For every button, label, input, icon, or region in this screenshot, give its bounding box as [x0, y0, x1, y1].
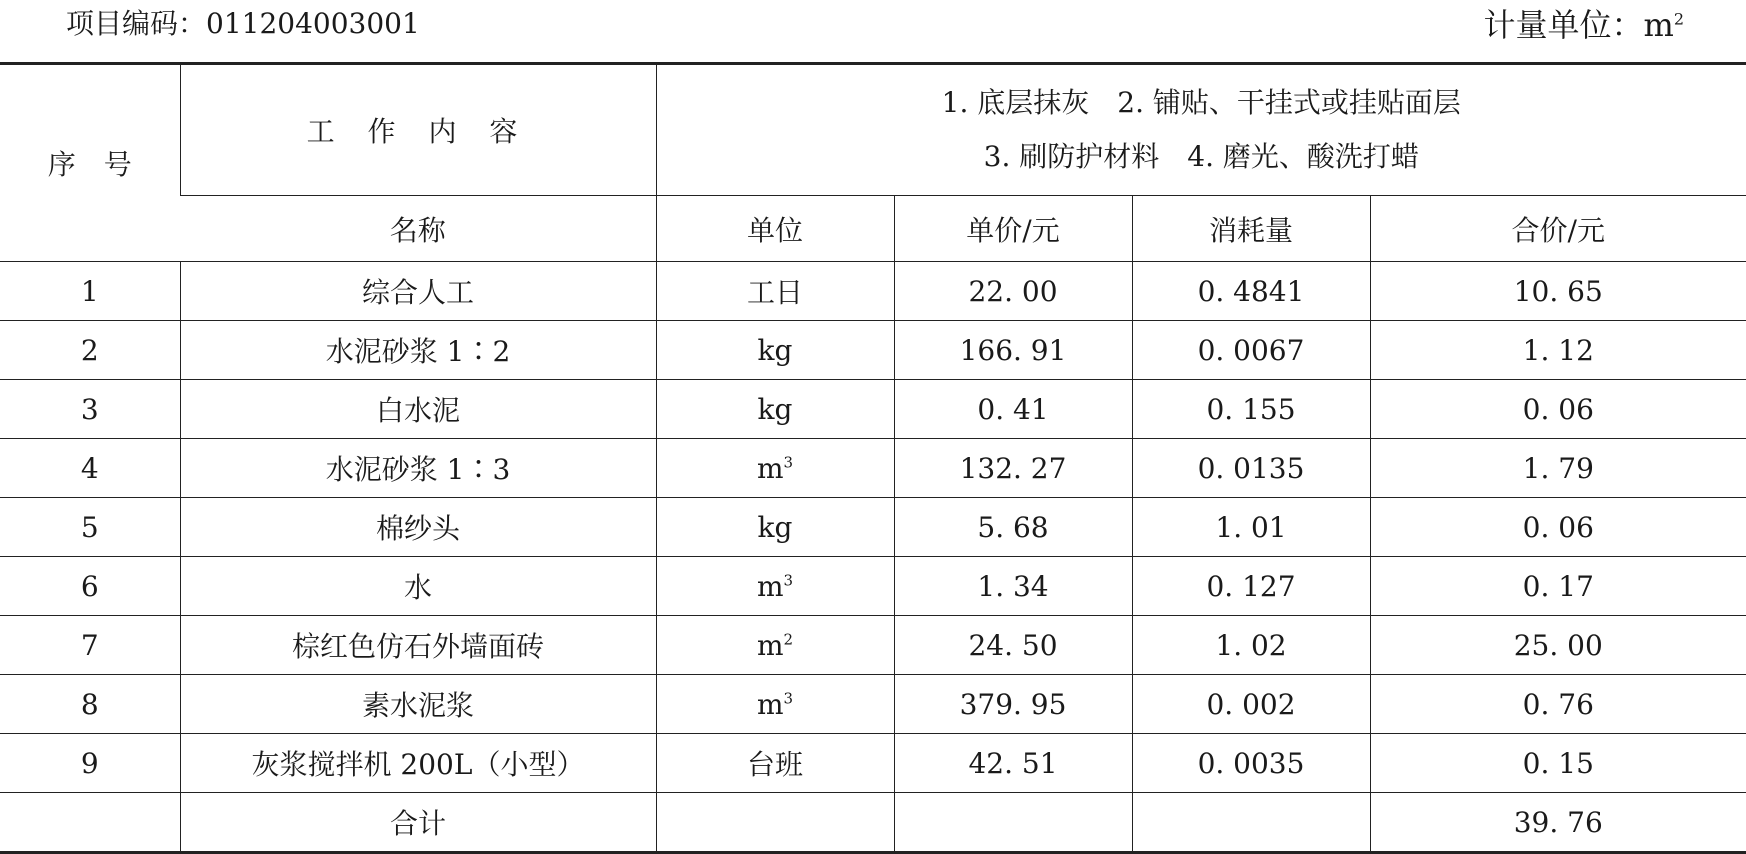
work-content-line1: 1. 底层抹灰 2. 铺贴、干挂式或挂贴面层: [941, 86, 1461, 119]
seq-cell: 4: [0, 439, 180, 498]
unit-value: m: [1643, 6, 1674, 44]
col-total-header: 合价/元: [1370, 196, 1746, 262]
total-cell: 1. 12: [1370, 321, 1746, 380]
seq-header: 序 号: [0, 64, 180, 262]
total-cell: 1. 79: [1370, 439, 1746, 498]
unit-cell: $m^3$: [656, 439, 894, 498]
price-cell: 166. 91: [894, 321, 1132, 380]
total-cell: 0. 15: [1370, 734, 1746, 793]
col-qty-header: 消耗量: [1132, 196, 1370, 262]
summary-qty-cell: [1132, 793, 1370, 853]
work-content-text: [656, 64, 1746, 196]
price-cell: 22. 00: [894, 262, 1132, 321]
qty-cell: 0. 0135: [1132, 439, 1370, 498]
qty-cell: 0. 0035: [1132, 734, 1370, 793]
total-cell: 10. 65: [1370, 262, 1746, 321]
price-cell: 1. 34: [894, 557, 1132, 616]
name-cell: 水: [180, 557, 656, 616]
seq-cell: 8: [0, 675, 180, 734]
summary-row: [0, 793, 1746, 853]
table-row: [0, 675, 1746, 734]
qty-cell: 0. 4841: [1132, 262, 1370, 321]
qty-cell: 0. 002: [1132, 675, 1370, 734]
unit-label: 计量单位：: [1483, 6, 1644, 44]
col-name-header: 名称: [180, 196, 656, 262]
summary-label: 合计: [180, 793, 656, 853]
total-cell: 0. 06: [1370, 380, 1746, 439]
table-row: [0, 557, 1746, 616]
table-row: [0, 262, 1746, 321]
seq-cell: 3: [0, 380, 180, 439]
unit-cell: $m^2$: [656, 616, 894, 675]
name-cell: 综合人工: [180, 262, 656, 321]
table-row: [0, 439, 1746, 498]
project-code-label: 项目编码：: [66, 7, 207, 40]
work-content-label: 工 作 内 容: [180, 64, 656, 196]
seq-cell: 7: [0, 616, 180, 675]
seq-cell: 1: [0, 262, 180, 321]
unit-cell: kg: [656, 498, 894, 557]
name-cell: 棉纱头: [180, 498, 656, 557]
total-cell: 0. 06: [1370, 498, 1746, 557]
price-cell: 42. 51: [894, 734, 1132, 793]
quota-table: [0, 62, 1746, 854]
table-row: [0, 734, 1746, 793]
summary-seq-cell: [0, 793, 180, 853]
table-row: [0, 498, 1746, 557]
seq-cell: 2: [0, 321, 180, 380]
summary-price-cell: [894, 793, 1132, 853]
table-row: [0, 380, 1746, 439]
measurement-unit: [1483, 0, 1684, 46]
name-cell: 素水泥浆: [180, 675, 656, 734]
seq-cell: 5: [0, 498, 180, 557]
unit-cell: kg: [656, 380, 894, 439]
qty-cell: 1. 02: [1132, 616, 1370, 675]
col-unit-header: 单位: [656, 196, 894, 262]
unit-sup: 2: [1673, 9, 1684, 29]
project-code-value: 011204003001: [206, 7, 420, 40]
header-row-work-content: [0, 64, 1746, 130]
unit-exponent: 3: [783, 689, 794, 708]
unit-cell: 工日: [656, 262, 894, 321]
name-cell: 灰浆搅拌机 200L（小型）: [180, 734, 656, 793]
total-cell: 0. 76: [1370, 675, 1746, 734]
unit-exponent: 2: [783, 630, 794, 649]
summary-total: 39. 76: [1370, 793, 1746, 853]
unit-cell: $m^3$: [656, 557, 894, 616]
price-cell: 0. 41: [894, 380, 1132, 439]
project-code: [66, 2, 420, 42]
seq-cell: 6: [0, 557, 180, 616]
name-cell: 水泥砂浆 1∶3: [180, 439, 656, 498]
price-cell: 132. 27: [894, 439, 1132, 498]
name-cell: 棕红色仿石外墙面砖: [180, 616, 656, 675]
total-cell: 25. 00: [1370, 616, 1746, 675]
name-cell: 白水泥: [180, 380, 656, 439]
qty-cell: 0. 127: [1132, 557, 1370, 616]
unit-cell: $m^3$: [656, 675, 894, 734]
total-cell: 0. 17: [1370, 557, 1746, 616]
summary-unit-cell: [656, 793, 894, 853]
seq-cell: 9: [0, 734, 180, 793]
work-content-line2: 3. 刷防护材料 4. 磨光、酸洗打蜡: [983, 140, 1419, 173]
qty-cell: 1. 01: [1132, 498, 1370, 557]
header-row-columns: [0, 196, 1746, 262]
price-cell: 5. 68: [894, 498, 1132, 557]
table-row: [0, 616, 1746, 675]
name-cell: 水泥砂浆 1∶2: [180, 321, 656, 380]
price-cell: 379. 95: [894, 675, 1132, 734]
col-price-header: 单价/元: [894, 196, 1132, 262]
qty-cell: 0. 0067: [1132, 321, 1370, 380]
unit-exponent: 3: [783, 453, 794, 472]
price-cell: 24. 50: [894, 616, 1132, 675]
unit-exponent: 3: [783, 571, 794, 590]
qty-cell: 0. 155: [1132, 380, 1370, 439]
unit-cell: 台班: [656, 734, 894, 793]
unit-cell: kg: [656, 321, 894, 380]
table-row: [0, 321, 1746, 380]
